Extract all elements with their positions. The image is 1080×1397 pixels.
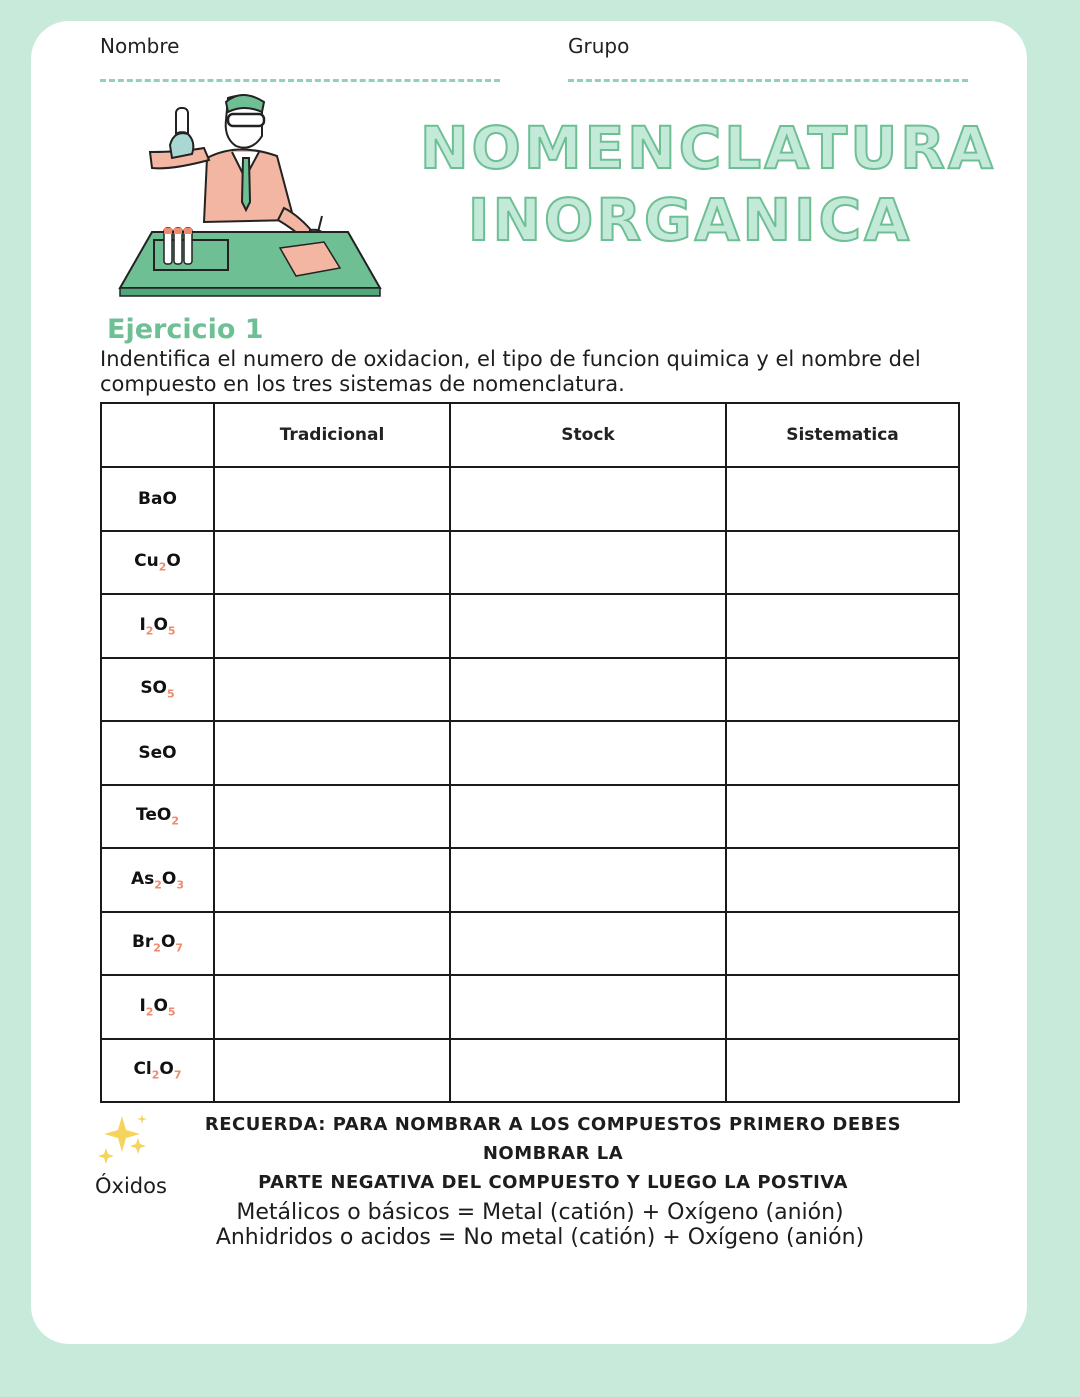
answer-tradicional-cell[interactable] [214, 721, 450, 785]
reminder-line-1: RECUERDA: PARA NOMBRAR A LOS COMPUESTOS PRIMERO DEBES NOMBRAR LA [204, 1114, 902, 1164]
oxidos-anhidridos: Anhidridos o acidos = No metal (catión) + Oxígeno (anión) [215, 1225, 865, 1250]
nomenclature-table [100, 402, 960, 1103]
formula-symbol: Ba [138, 488, 163, 509]
formula-subscript: 2 [158, 560, 167, 574]
formula-symbol: As [130, 868, 155, 889]
answer-tradicional-cell[interactable] [214, 912, 450, 976]
formula-symbol: O [153, 995, 168, 1016]
answer-tradicional-cell[interactable] [214, 975, 450, 1039]
table-header-row [101, 403, 959, 467]
formula-subscript: 5 [167, 623, 176, 637]
formula-symbol: O [162, 488, 177, 509]
formula-symbol: SO [140, 678, 168, 699]
answer-sistematica-cell[interactable] [726, 912, 959, 976]
formula-symbol: O [160, 932, 176, 953]
formula-symbol: O [162, 742, 177, 763]
name-line [100, 79, 500, 82]
formula-subscript: 7 [175, 941, 184, 955]
answer-stock-cell[interactable] [450, 531, 726, 595]
formula-cell [101, 531, 214, 595]
answer-stock-cell[interactable] [450, 658, 726, 722]
answer-sistematica-cell[interactable] [726, 848, 959, 912]
answer-stock-cell[interactable] [450, 1039, 726, 1103]
answer-stock-cell[interactable] [450, 975, 726, 1039]
header-tradicional: Tradicional [214, 403, 450, 467]
formula-subscript: 2 [153, 941, 161, 955]
formula-symbol: O [166, 551, 181, 572]
answer-tradicional-cell[interactable] [214, 531, 450, 595]
table-row [101, 1039, 959, 1103]
table-row [101, 975, 959, 1039]
formula-symbol: O [161, 868, 177, 889]
formula-subscript: 5 [167, 687, 175, 701]
table-row [101, 785, 959, 849]
answer-tradicional-cell[interactable] [214, 1039, 450, 1103]
formula-cell [101, 848, 214, 912]
formula-symbol: O [159, 1059, 174, 1080]
table-row [101, 467, 959, 531]
answer-sistematica-cell[interactable] [726, 975, 959, 1039]
formula-symbol: Cl [133, 1059, 152, 1080]
worksheet-title [420, 112, 996, 256]
answer-stock-cell[interactable] [450, 721, 726, 785]
formula-cell [101, 912, 214, 976]
formula-symbol: TeO [136, 805, 172, 826]
table-row [101, 531, 959, 595]
formula-cell [101, 975, 214, 1039]
name-label: Nombre [100, 34, 180, 58]
formula-cell [101, 658, 214, 722]
oxidos-title: Óxidos [95, 1174, 167, 1198]
answer-stock-cell[interactable] [450, 912, 726, 976]
answer-tradicional-cell[interactable] [214, 848, 450, 912]
formula-subscript: 3 [176, 877, 185, 891]
group-label: Grupo [568, 34, 630, 58]
answer-sistematica-cell[interactable] [726, 658, 959, 722]
answer-stock-cell[interactable] [450, 785, 726, 849]
oxidos-metalicos: Metálicos o básicos = Metal (catión) + Oxígeno (anión) [236, 1200, 844, 1225]
answer-sistematica-cell[interactable] [726, 531, 959, 595]
answer-sistematica-cell[interactable] [726, 467, 959, 531]
formula-subscript: 2 [151, 1068, 160, 1082]
formula-symbol: Cu [134, 551, 159, 572]
formula-cell [101, 467, 214, 531]
table-row [101, 912, 959, 976]
reminder-note [150, 1110, 956, 1197]
formula-subscript: 2 [145, 1004, 154, 1018]
formula-cell [101, 785, 214, 849]
answer-stock-cell[interactable] [450, 594, 726, 658]
exercise-title: Ejercicio 1 [107, 314, 264, 345]
table-row [101, 594, 959, 658]
answer-tradicional-cell[interactable] [214, 785, 450, 849]
formula-subscript: 5 [167, 1004, 176, 1018]
table-row [101, 848, 959, 912]
formula-symbol: Se [138, 742, 163, 763]
scientist-icon [112, 90, 387, 302]
formula-cell [101, 594, 214, 658]
formula-cell [101, 1039, 214, 1103]
header-sistematica: Sistematica [726, 403, 959, 467]
header-formula [101, 403, 214, 467]
exercise-description: Indentifica el numero de oxidacion, el tipo de funcion quimica y el nombre del compuesto en los tres sistemas de nomenclatura. [100, 347, 921, 396]
formula-subscript: 2 [145, 623, 154, 637]
header-stock: Stock [450, 403, 726, 467]
formula-symbol: Br [131, 932, 154, 953]
reminder-line-2: PARTE NEGATIVA DEL COMPUESTO Y LUEGO LA POSTIVA [258, 1172, 848, 1193]
formula-subscript: 7 [173, 1068, 182, 1082]
formula-symbol: I [139, 995, 146, 1016]
answer-tradicional-cell[interactable] [214, 658, 450, 722]
answer-tradicional-cell[interactable] [214, 467, 450, 531]
group-line [568, 79, 968, 82]
title-line-2: INORGANICA [467, 186, 913, 254]
formula-symbol: O [153, 614, 168, 635]
answer-stock-cell[interactable] [450, 467, 726, 531]
table-row [101, 721, 959, 785]
formula-cell [101, 721, 214, 785]
formula-subscript: 2 [171, 814, 179, 828]
table-row [101, 658, 959, 722]
answer-sistematica-cell[interactable] [726, 785, 959, 849]
title-line-1: NOMENCLATURA [420, 114, 996, 182]
answer-tradicional-cell[interactable] [214, 594, 450, 658]
answer-sistematica-cell[interactable] [726, 721, 959, 785]
formula-symbol: I [139, 614, 146, 635]
answer-sistematica-cell[interactable] [726, 1039, 959, 1103]
answer-stock-cell[interactable] [450, 848, 726, 912]
answer-sistematica-cell[interactable] [726, 594, 959, 658]
formula-subscript: 2 [154, 877, 162, 891]
sparkles-icon [92, 1108, 152, 1168]
